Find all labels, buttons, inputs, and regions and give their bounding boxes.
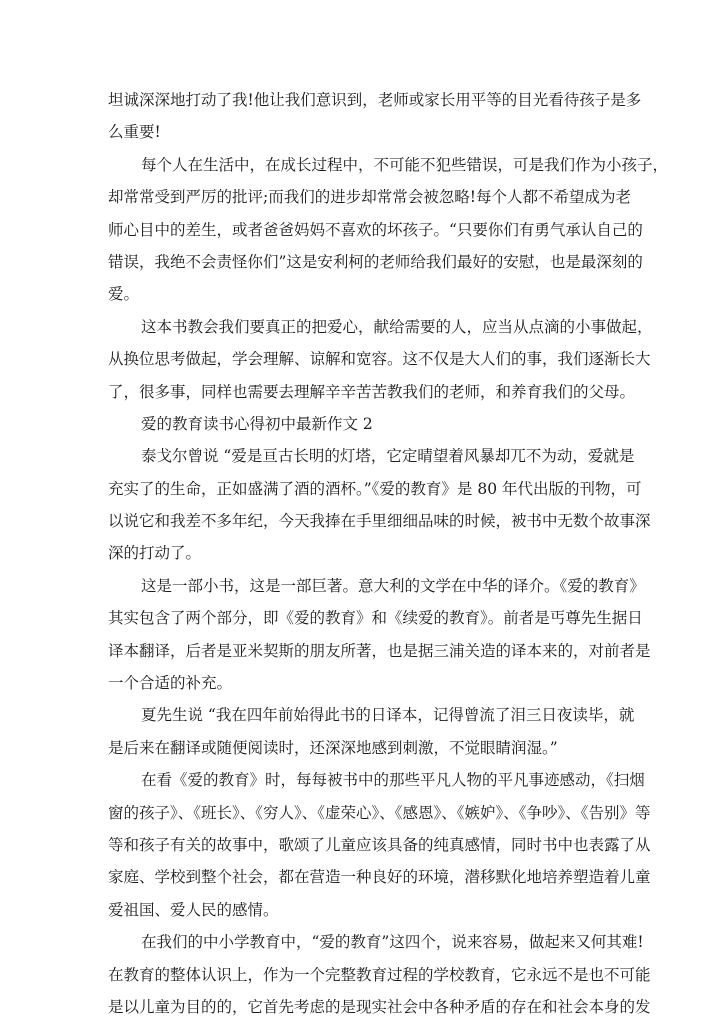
paragraph-6	[108, 699, 635, 764]
text-line: 一个合适的补充。	[108, 674, 233, 693]
paragraph-8	[108, 926, 651, 1023]
text-line: 么重要!	[108, 123, 161, 142]
text-line: 充实了的生命，正如盛满了酒的酒杯。”《爱的教育》是 80 年代出版的刊物，可	[108, 479, 642, 498]
text-line: 坦诚深深地打动了我!他让我们意识到，老师或家长用平等的目光看待孩子是多	[108, 91, 642, 109]
text-line: 译本翻译，后者是亚米契斯的朋友所著，也是据三浦关造的译本来的，对前者是	[108, 641, 651, 660]
text-line: 爱祖国、爱人民的感情。	[108, 900, 279, 919]
text-line: 深的打动了。	[108, 544, 202, 563]
paragraph-7	[108, 764, 651, 926]
text-line: 了，很多事，同样也需要去理解辛辛苦苦教我们的老师，和养育我们的父母。	[108, 382, 636, 401]
text-line: 从换位思考做起，学会理解、谅解和宽容。这不仅是大人们的事，我们逐渐长大	[108, 350, 651, 369]
text-line: 家庭、学校到整个社会，都在营造一种良好的环境，潜移默化地培养塑造着儿童	[108, 868, 651, 887]
text-line: 等和孩子有关的故事中，歌颂了儿童应该具备的纯真感情，同时书中也表露了从	[108, 835, 651, 854]
heading-line: 爱的教育读书心得初中最新作文 2	[141, 414, 373, 433]
paragraph-3	[108, 311, 653, 408]
text-line: 这是一部小书，这是一部巨著。意大利的文学在中华的译介。《爱的教育》	[141, 576, 645, 595]
text-line: 错误，我绝不会责怪你们”这是安利柯的老师给我们最好的安慰，也是最深刻的	[108, 252, 643, 271]
paragraph-1	[108, 84, 642, 149]
text-line: 在教育的整体认识上，作为一个完整教育过程的学校教育，它永远不是也不可能	[108, 965, 651, 984]
text-line: 每个人在生活中，在成长过程中，不可能不犯些错误，可是我们作为小孩子，	[141, 155, 669, 174]
text-line: 以说它和我差不多年纪，今天我捧在手里细细品味的时候，被书中无数个故事深	[108, 512, 651, 531]
paragraph-2	[108, 149, 669, 311]
text-line: 是以儿童为目的的，它首先考虑的是现实社会中各种矛盾的存在和社会本身的发	[108, 997, 651, 1016]
text-line: 爱。	[108, 285, 140, 304]
text-line: 夏先生说 “我在四年前始得此书的日译本，记得曾流了泪三日夜读毕，就	[141, 706, 635, 725]
text-line: 窗的孩子》、《班长》、《穷人》、《虚荣心》、《感恩》、《嫉妒》、《争吵》、《告别》等	[108, 803, 651, 822]
text-line: 在我们的中小学教育中，“爱的教育”这四个，说来容易，做起来又何其难!	[141, 933, 644, 952]
paragraph-5	[108, 570, 651, 700]
text-line: 泰戈尔曾说 “爱是亘古长明的灯塔，它定晴望着风暴却兀不为动，爱就是	[141, 447, 635, 466]
paragraph-4	[108, 440, 651, 570]
text-line: 师心目中的差生，或者爸爸妈妈不喜欢的坏孩子。“只要你们有勇气承认自己的	[108, 220, 643, 239]
text-line: 这本书教会我们要真正的把爱心，献给需要的人，应当从点滴的小事做起，	[141, 317, 653, 336]
text-line: 却常常受到严厉的批评;而我们的进步却常常会被忽略!每个人都不希望成为老	[108, 188, 631, 207]
text-line: 在看《爱的教育》时，每每被书中的那些平凡人物的平凡事迹感动，《扫烟	[141, 771, 645, 790]
text-line: 是后来在翻译或随便阅读时，还深深地感到刺激，不觉眼睛润湿。”	[108, 738, 558, 757]
section-heading	[108, 408, 614, 440]
document-page	[108, 84, 669, 1023]
text-line: 其实包含了两个部分，即《爱的教育》和《续爱的教育》。前者是丐尊先生据日	[108, 609, 643, 628]
